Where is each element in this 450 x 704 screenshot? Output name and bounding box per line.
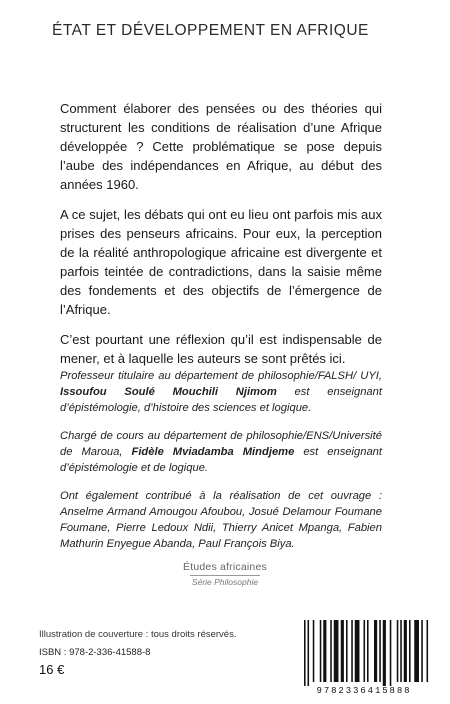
barcode-bar: [414, 620, 419, 682]
price-text: 16 €: [39, 662, 65, 677]
author-name-1: Issoufou Soulé Mouchili Njimom: [60, 386, 277, 398]
bio-1-text-end: est enseignant d’épistémologie, d’histoire des sciences et logique.: [60, 386, 382, 414]
author-name-2: Fidèle Mviadamba Mindjeme: [131, 446, 295, 458]
blurb-paragraph-1: Comment élaborer des pensées ou des théories qui structurent les conditions de réalisation d’une Afrique développée ? Cette problématique se pose depuis l’aube des indépendances en Afrique, au début des années 1960.: [60, 101, 382, 192]
barcode-bar: [320, 620, 322, 682]
barcode-bar: [409, 620, 411, 682]
barcode-bar: [383, 620, 386, 686]
series-subtitle: Série Philosophie: [191, 577, 259, 587]
barcode-bar: [421, 620, 423, 682]
book-title: ÉTAT ET DÉVELOPPEMENT EN AFRIQUE: [52, 22, 369, 39]
series-name: Études africaines: [183, 561, 267, 573]
barcode: [298, 618, 430, 700]
barcode-bar: [341, 620, 344, 682]
barcode-bar: [346, 620, 348, 682]
barcode-bar: [390, 620, 392, 686]
barcode-bar: [355, 620, 360, 682]
bio-2-text: Chargé de cours au département de philosophie/ENS/Université de Maroua,: [60, 430, 382, 458]
barcode-digits: 9782336415888: [316, 686, 412, 696]
barcode-bar: [427, 620, 429, 682]
series-divider: [190, 575, 260, 576]
barcode-bar: [404, 620, 407, 682]
barcode-bar: [330, 620, 332, 682]
series-logo: [0, 561, 450, 587]
barcode-bar: [364, 620, 366, 682]
cover-credit: Illustration de couverture : tous droits réservés.: [39, 629, 237, 640]
barcode-bar: [308, 620, 310, 686]
blurb-paragraph-3: C’est pourtant une réflexion qu’il est indispensable de mener, et à laquelle les auteurs se sont prêtés ici.: [60, 332, 382, 366]
barcode-bar: [334, 620, 339, 682]
barcode-bar: [374, 620, 377, 682]
contributors-list: Ont également contribué à la réalisation de cet ouvrage : Anselme Armand Amougou Afoubou, Josué Delamour Foumane Foumane, Pierre Ledoux Ndii, Thierry Anicet Mpanga, Fabien Mathurin Enyegue Abanda, Paul François Biya.: [60, 490, 382, 550]
bio-2-text-end: est enseignant d’épistémologie et de logique.: [60, 446, 383, 474]
barcode-bar: [313, 620, 315, 682]
barcode-bars: [298, 618, 430, 688]
author-bio-1: [60, 368, 382, 416]
barcode-bar: [304, 620, 306, 686]
isbn-text: ISBN : 978-2-336-41588-8: [39, 647, 151, 658]
bio-1-text: Professeur titulaire au département de philosophie/FALSH/ UYI,: [60, 370, 382, 382]
barcode-bar: [379, 620, 381, 682]
back-cover-blurb: [60, 99, 382, 379]
barcode-bar: [323, 620, 326, 682]
blurb-paragraph-2: A ce sujet, les débats qui ont eu lieu ont parfois mis aux prises des penseurs africains. Pour eux, la perception de la réalité anthropologique africaine est divergente et parfois teintée de contradictions, dans la saisie même des fondements et des objectifs de l’émergence de l’Afrique.: [60, 207, 382, 317]
barcode-bar: [400, 620, 402, 682]
barcode-bar: [367, 620, 369, 682]
author-bios: [60, 368, 382, 564]
barcode-bar: [397, 620, 399, 682]
author-bio-2: [60, 428, 382, 476]
barcode-bar: [351, 620, 353, 682]
